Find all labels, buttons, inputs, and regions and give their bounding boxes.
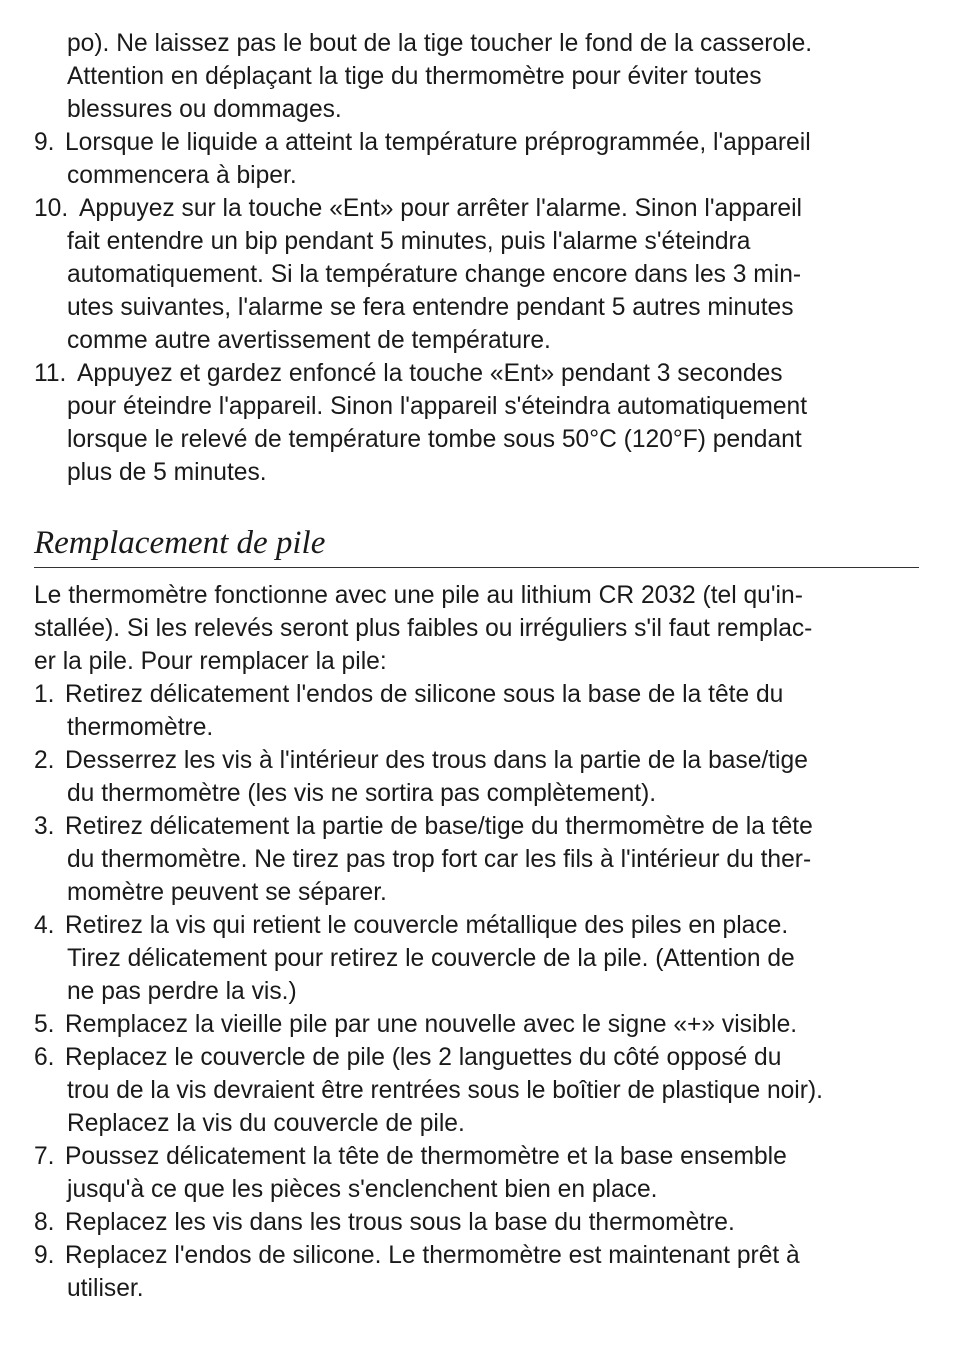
text-line: thermomètre. (67, 714, 214, 741)
step-1 (0, 678, 937, 744)
step-number: 2. (34, 747, 55, 774)
text-line: Replacez le couvercle de pile (les 2 languettes du côté opposé du (65, 1044, 782, 1071)
text-line: Poussez délicatement la tête de thermomètre et la base ensemble (65, 1143, 787, 1170)
section-heading: Remplacement de pile (34, 522, 919, 568)
step-6 (0, 1041, 937, 1140)
text-line: stallée). Si les relevés seront plus faibles ou irréguliers s'il faut remplac- (34, 615, 813, 642)
text-line: Lorsque le liquide a atteint la température préprogrammée, l'appareil (65, 129, 811, 156)
step-number: 1. (34, 681, 55, 708)
step-number: 9. (34, 129, 55, 156)
step-number: 3. (34, 813, 55, 840)
text-line: Tirez délicatement pour retirez le couvercle de la pile. (Attention de (67, 945, 795, 972)
text-line: comme autre avertissement de température. (67, 327, 551, 354)
text-line: Replacez la vis du couvercle de pile. (67, 1110, 465, 1137)
manual-page (0, 27, 954, 1305)
text-line: ne pas perdre la vis.) (67, 978, 297, 1005)
text-line: automatiquement. Si la température change encore dans les 3 min- (67, 261, 802, 288)
text-line: momètre peuvent se séparer. (67, 879, 387, 906)
text-line: Attention en déplaçant la tige du thermomètre pour éviter toutes (67, 63, 762, 90)
step-9 (0, 1239, 937, 1305)
text-line: Retirez délicatement l'endos de silicone sous la base de la tête du (65, 681, 784, 708)
step-5 (0, 1008, 937, 1041)
step-number: 4. (34, 912, 55, 939)
text-line: Appuyez et gardez enfoncé la touche «Ent» pendant 3 secondes (77, 360, 783, 387)
text-line: Le thermomètre fonctionne avec une pile au lithium CR 2032 (tel qu'in- (34, 582, 803, 609)
step-10 (0, 192, 937, 357)
text-line: pour éteindre l'appareil. Sinon l'appareil s'éteindra automatiquement (67, 393, 808, 420)
text-line: du thermomètre. Ne tirez pas trop fort car les fils à l'intérieur du ther- (67, 846, 812, 873)
text-line: utiliser. (67, 1275, 144, 1302)
text-line: Replacez les vis dans les trous sous la base du thermomètre. (65, 1209, 735, 1236)
step-11 (0, 357, 937, 489)
text-line: trou de la vis devraient être rentrées sous le boîtier de plastique noir). (67, 1077, 823, 1104)
text-line: Replacez l'endos de silicone. Le thermomètre est maintenant prêt à (65, 1242, 800, 1269)
text-line: blessures ou dommages. (67, 96, 342, 123)
step-number: 9. (34, 1242, 55, 1269)
step-number: 10. (34, 195, 69, 222)
step-7 (0, 1140, 937, 1206)
step-3 (0, 810, 937, 909)
text-line: jusqu'à ce que les pièces s'enclenchent bien en place. (67, 1176, 658, 1203)
text-line: Retirez délicatement la partie de base/tige du thermomètre de la tête (65, 813, 813, 840)
text-line: po). Ne laissez pas le bout de la tige toucher le fond de la casserole. (67, 30, 813, 57)
text-line: commencera à biper. (67, 162, 297, 189)
text-line: utes suivantes, l'alarme se fera entendre pendant 5 autres minutes (67, 294, 794, 321)
step-number: 8. (34, 1209, 55, 1236)
step-number: 7. (34, 1143, 55, 1170)
step-4 (0, 909, 937, 1008)
step-2 (0, 744, 937, 810)
text-line: plus de 5 minutes. (67, 459, 267, 486)
text-line: Appuyez sur la touche «Ent» pour arrêter l'alarme. Sinon l'appareil (79, 195, 803, 222)
step-number: 6. (34, 1044, 55, 1071)
continued-paragraph (0, 27, 937, 126)
text-line: lorsque le relevé de température tombe sous 50°C (120°F) pendant (67, 426, 802, 453)
intro-paragraph (34, 579, 914, 678)
step-9-top (0, 126, 937, 192)
text-line: Retirez la vis qui retient le couvercle métallique des piles en place. (65, 912, 789, 939)
text-line: er la pile. Pour remplacer la pile: (34, 648, 387, 675)
step-8 (0, 1206, 937, 1239)
text-line: du thermomètre (les vis ne sortira pas complètement). (67, 780, 657, 807)
step-number: 11. (34, 360, 67, 387)
text-line: Desserrez les vis à l'intérieur des trous dans la partie de la base/tige (65, 747, 808, 774)
step-number: 5. (34, 1011, 55, 1038)
text-line: Remplacez la vieille pile par une nouvelle avec le signe «+» visible. (65, 1011, 798, 1038)
text-line: fait entendre un bip pendant 5 minutes, puis l'alarme s'éteindra (67, 228, 751, 255)
